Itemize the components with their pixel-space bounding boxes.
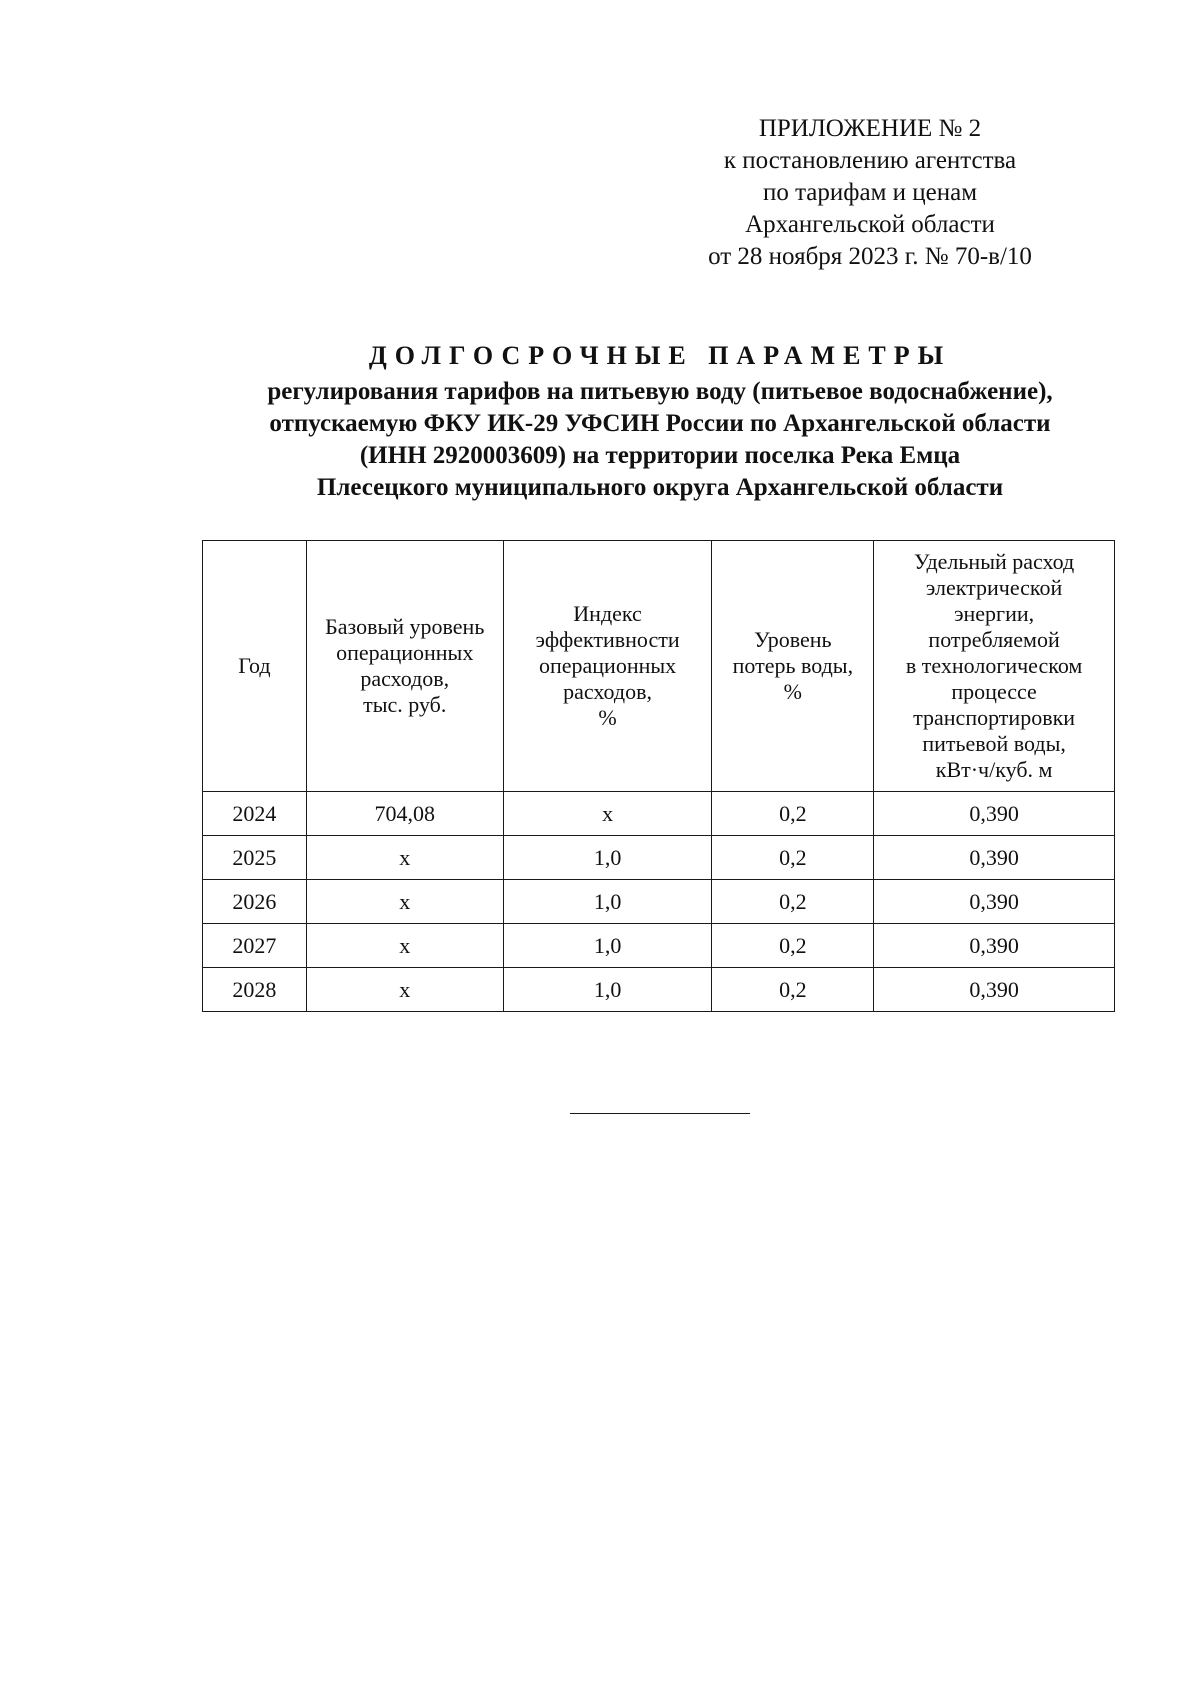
header-line: Индекс [573,601,642,626]
header-line: Базовый уровень [325,614,485,639]
cell-water-loss: 0,2 [712,836,874,880]
cell-efficiency-index: х [503,792,712,836]
header-line: транспортировки [913,705,1076,730]
cell-base-opex: х [306,880,503,924]
cell-energy-consumption: 0,390 [874,924,1115,968]
header-line: Год [238,653,271,678]
header-line: расходов, [563,679,652,704]
cell-energy-consumption: 0,390 [874,836,1115,880]
cell-base-opex: х [306,968,503,1012]
header-line: тыс. руб. [363,692,447,717]
header-line: процессе [951,679,1037,704]
header-year [203,541,307,792]
table-row [203,968,1115,1012]
cell-efficiency-index: 1,0 [503,968,712,1012]
cell-water-loss: 0,2 [712,968,874,1012]
document-subtitle-line: Плесецкого муниципального округа Архангельской области [316,474,1004,501]
cell-year: 2027 [203,924,307,968]
document-subtitle-line: (ИНН 2920003609) на территории поселка Река Емца [359,442,961,469]
document-title: ДОЛГОСРОЧНЫЕ ПАРАМЕТРЫ [368,341,952,370]
header-line: эффективности [535,627,680,652]
header-line: кВт·ч/куб. м [935,757,1053,782]
header-water-loss [712,541,874,792]
header-line: потерь воды, [732,653,854,678]
cell-water-loss: 0,2 [712,880,874,924]
appendix-date-number: от 28 ноября 2023 г. № 70-в/10 [708,243,1032,270]
header-line: % [598,705,617,730]
appendix-block [600,113,1140,273]
appendix-reference-line: по тарифам и ценам [762,179,978,206]
header-base-opex [306,541,503,792]
cell-energy-consumption: 0,390 [874,968,1115,1012]
document-subtitle-line: отпускаемую ФКУ ИК-29 УФСИН России по Архангельской области [269,410,1051,437]
cell-efficiency-index: 1,0 [503,836,712,880]
header-energy-consumption [874,541,1115,792]
cell-energy-consumption: 0,390 [874,880,1115,924]
header-line: потребляемой [928,627,1060,652]
parameters-table [202,540,1115,1012]
cell-base-opex: х [306,836,503,880]
table-row [203,836,1115,880]
table-header-row [203,541,1115,792]
header-line: питьевой воды, [922,731,1066,756]
header-line: Уровень [754,627,832,652]
cell-base-opex: 704,08 [306,792,503,836]
cell-energy-consumption: 0,390 [874,792,1115,836]
table-row [203,880,1115,924]
header-line: в технологическом [905,653,1083,678]
header-line: расходов, [360,666,450,691]
end-divider-line [570,1113,750,1114]
header-line: энергии, [954,601,1035,626]
appendix-number: ПРИЛОЖЕНИЕ № 2 [758,115,982,142]
header-efficiency-index [503,541,712,792]
cell-water-loss: 0,2 [712,924,874,968]
header-line: % [783,679,802,704]
cell-base-opex: х [306,924,503,968]
appendix-reference-line: к постановлению агентства [723,147,1017,174]
cell-year: 2024 [203,792,307,836]
cell-year: 2026 [203,880,307,924]
header-line: операционных [538,653,677,678]
cell-year: 2025 [203,836,307,880]
cell-efficiency-index: 1,0 [503,924,712,968]
header-line: электрической [925,575,1063,600]
cell-water-loss: 0,2 [712,792,874,836]
document-subtitle-line: регулирования тарифов на питьевую воду (питьевое водоснабжение), [267,378,1053,405]
table-row [203,924,1115,968]
table-row [203,792,1115,836]
document-heading [150,340,1170,504]
cell-efficiency-index: 1,0 [503,880,712,924]
cell-year: 2028 [203,968,307,1012]
appendix-reference-line: Архангельской области [745,211,995,238]
header-line: операционных [336,640,474,665]
header-line: Удельный расход [913,549,1075,574]
